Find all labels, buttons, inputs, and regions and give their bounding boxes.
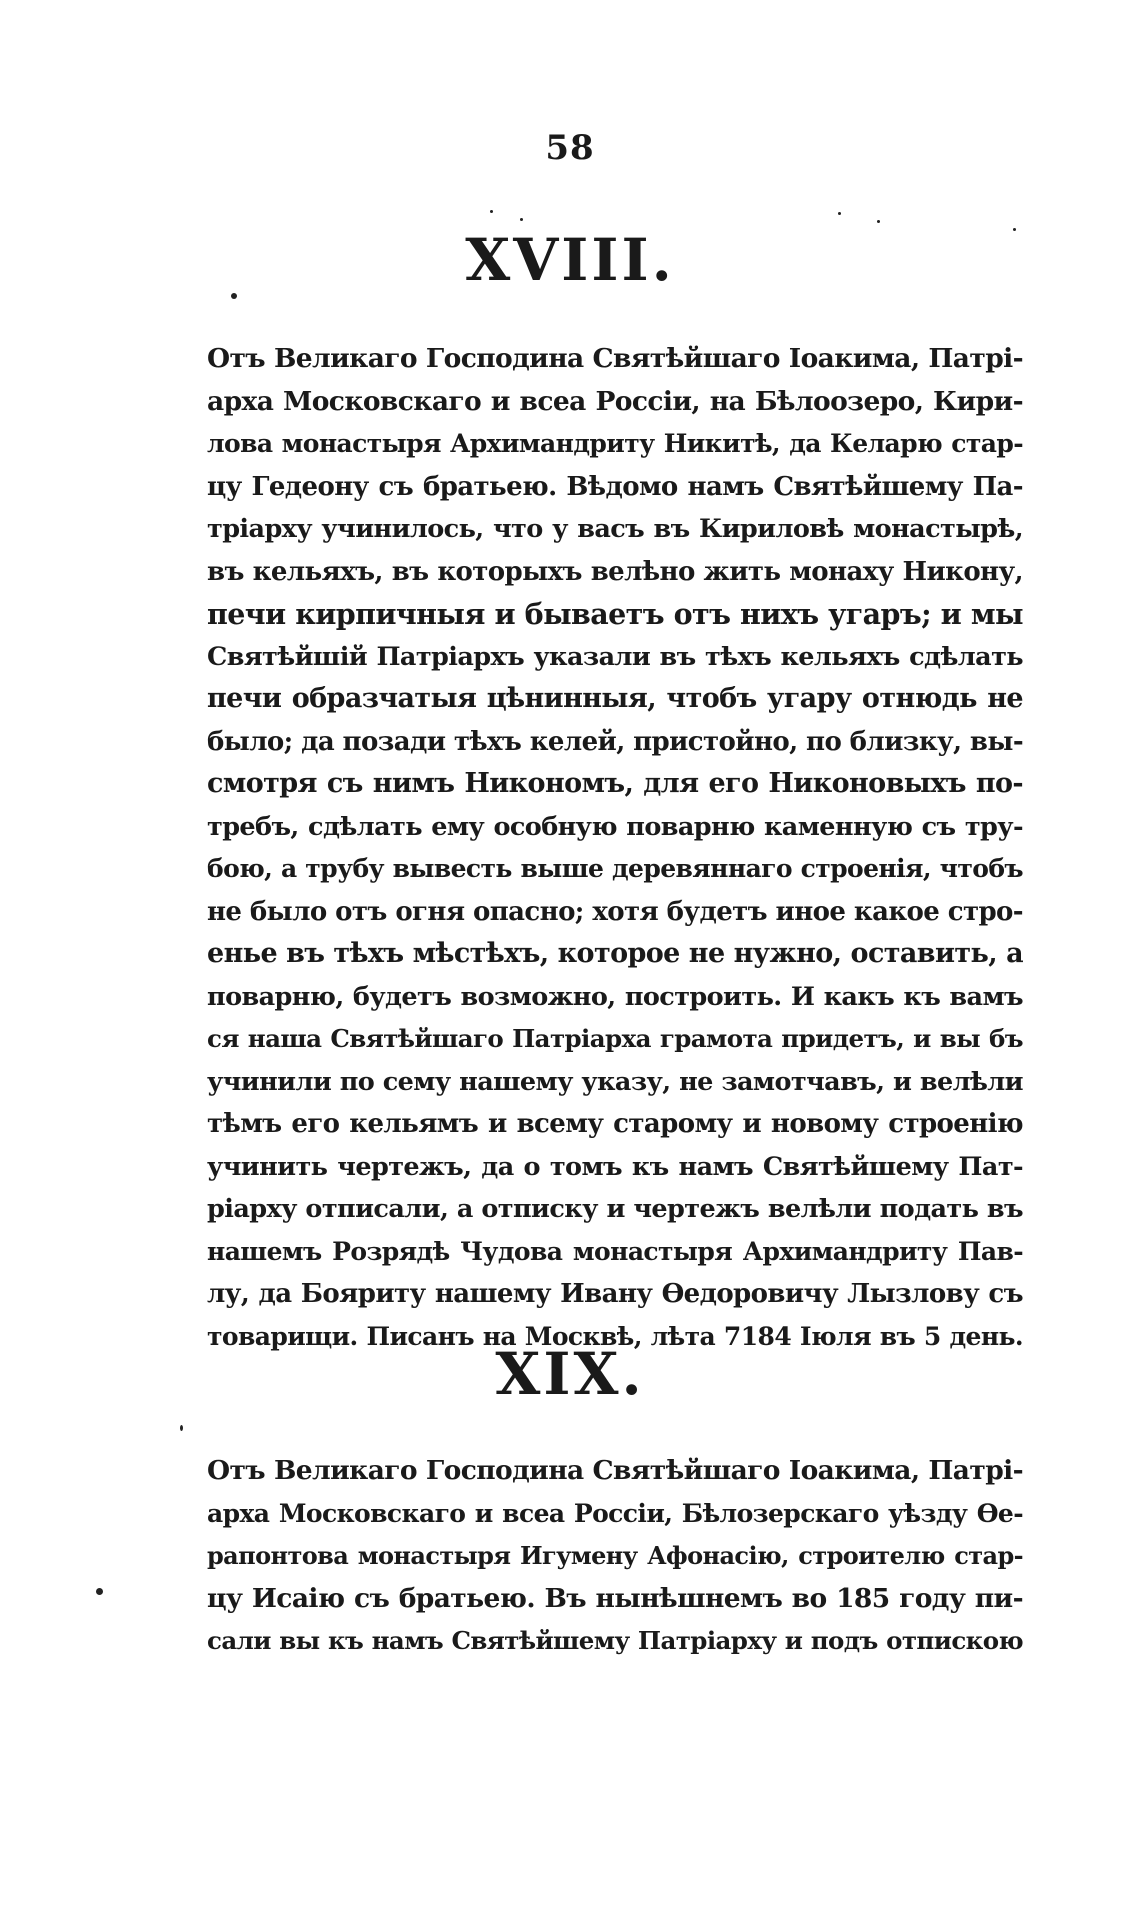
text-line: требъ, сдѣлать ему особную поварню каменную съ тру- <box>207 811 1023 842</box>
text-line: сали вы къ намъ Святѣйшему Патріарху и подъ отпискою <box>207 1626 1023 1655</box>
print-speck <box>520 218 523 221</box>
text-line: товарищи. Писанъ на Москвѣ, лѣта 7184 Іюля въ 5 день. <box>207 1321 1023 1351</box>
section-heading: XVIII. <box>465 226 675 294</box>
document-paragraph <box>207 1450 1023 1663</box>
text-line: рапонтова монастыря Игумену Афонасію, строителю стар- <box>207 1541 1023 1570</box>
text-line: нашемъ Розрядѣ Чудова монастыря Архимандриту Пав- <box>207 1236 1023 1266</box>
text-line: тѣмъ его кельямъ и всему старому и новому строенію <box>207 1109 1023 1139</box>
text-line: ріарху отписали, а отписку и чертежъ велѣли подать въ <box>207 1194 1023 1224</box>
page-number: 58 <box>545 128 595 168</box>
text-line: учинить чертежъ, да о томъ къ намъ Святѣйшему Пат- <box>207 1151 1023 1182</box>
print-speck <box>180 1425 183 1431</box>
text-line: смотря съ нимъ Никономъ, для его Никоновыхъ по- <box>207 768 1023 799</box>
print-speck <box>96 1588 103 1595</box>
text-line: бою, а трубу вывесть выше деревяннаго строенія, чтобъ <box>207 854 1023 883</box>
text-line: Отъ Великаго Господина Святѣйшаго Іоакима, Патрі- <box>207 1455 1023 1486</box>
text-line: цу Исаію съ братьею. Въ нынѣшнемъ во 185 году пи- <box>207 1582 1023 1614</box>
text-line: тріарху учинилось, что у васъ въ Кириловѣ монастырѣ, <box>207 514 1023 544</box>
text-line: арха Московскаго и всеа Россіи, на Бѣлоозеро, Кири- <box>207 385 1023 417</box>
text-line: было; да позади тѣхъ келей, пристойно, по близку, вы- <box>207 726 1024 757</box>
text-line: печи образчатыя цѣнинныя, чтобъ угару отнюдь не <box>207 683 1023 714</box>
text-line: ся наша Святѣйшаго Патріарха грамота придетъ, и вы бъ <box>207 1024 1023 1053</box>
print-speck <box>838 212 841 215</box>
document-paragraph <box>207 338 1023 1358</box>
text-line: цу Гедеону съ братьею. Вѣдомо намъ Святѣйшему Па- <box>207 471 1023 502</box>
text-line: Святѣйшій Патріархъ указали въ тѣхъ кельяхъ сдѣлать <box>207 641 1023 672</box>
text-line: енье въ тѣхъ мѣстѣхъ, которое не нужно, оставить, а <box>207 938 1023 969</box>
text-line: учинили по сему нашему указу, не замотчавъ, и велѣли <box>207 1066 1023 1097</box>
print-speck <box>877 220 880 223</box>
text-line: печи кирпичныя и бываетъ отъ нихъ угаръ; и мы <box>207 597 1023 631</box>
text-line: въ кельяхъ, въ которыхъ велѣно жить монаху Никону, <box>207 556 1023 587</box>
text-line: лова монастыря Архимандриту Никитѣ, да Келарю стар- <box>207 429 1023 458</box>
text-line: Отъ Великаго Господина Святѣйшаго Іоакима, Патрі- <box>207 343 1023 374</box>
text-line: поварню, будетъ возможно, построить. И какъ къ вамъ <box>207 981 1023 1012</box>
print-speck <box>490 210 493 213</box>
text-line: лу, да Бояриту нашему Ивану Ѳедоровичу Лызлову съ <box>207 1279 1023 1309</box>
text-line: арха Московскаго и всеа Россіи, Бѣлозерскаго уѣзду Ѳе- <box>207 1498 1023 1528</box>
section-heading: XIX. <box>495 1340 645 1408</box>
text-line: не было отъ огня опасно; хотя будетъ иное какое стро- <box>207 896 1023 927</box>
